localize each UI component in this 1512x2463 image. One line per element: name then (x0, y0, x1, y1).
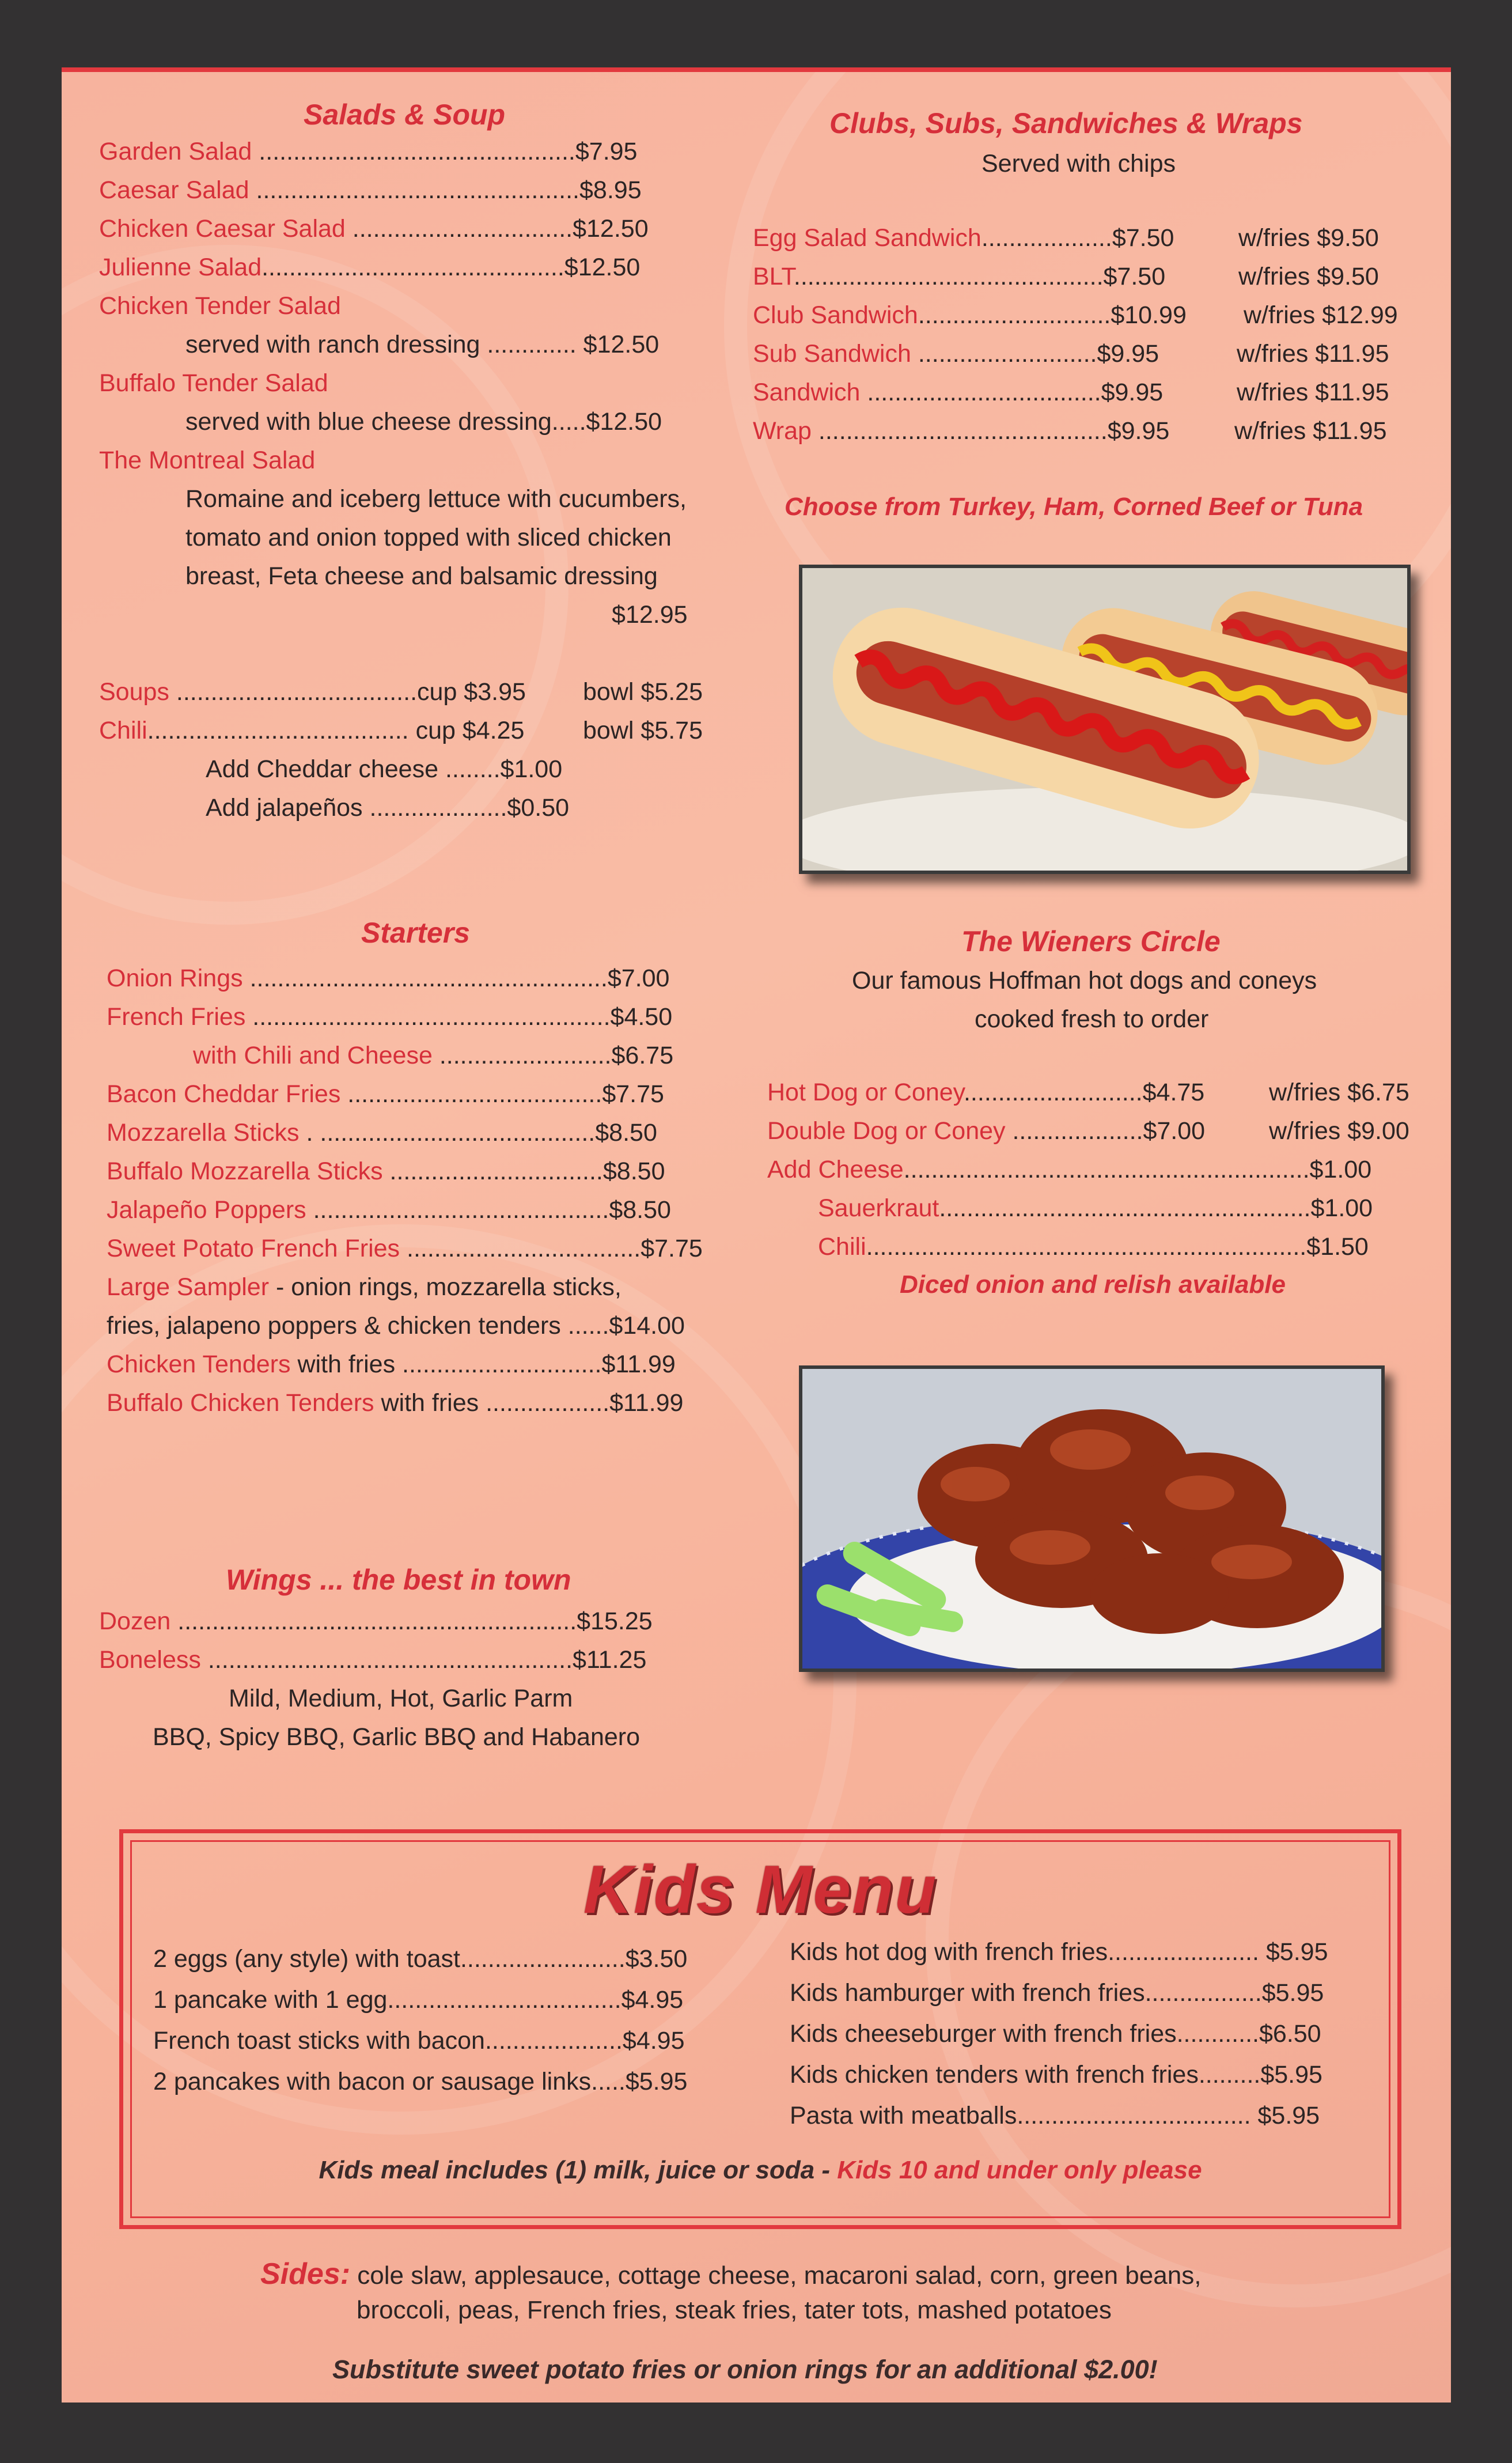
clubs-heading: Clubs, Subs, Sandwiches & Wraps (829, 107, 1303, 139)
menu-item-price: bowl $5.25 (583, 678, 703, 706)
menu-item: Egg Salad Sandwich...................$7.50 (753, 224, 1174, 252)
menu-item-desc: Romaine and iceberg lettuce with cucumbers, (185, 485, 687, 513)
menu-item: Caesar Salad ...............................................$8.95 (99, 176, 642, 204)
menu-item-fries: w/fries $11.95 (1237, 340, 1389, 368)
wings-photo (799, 1365, 1385, 1672)
menu-item: Jalapeño Poppers ...........................................$8.50 (107, 1196, 671, 1224)
kids-item: Pasta with meatballs.................................. $5.95 (790, 2102, 1320, 2129)
menu-item-fries: w/fries $6.75 (1269, 1079, 1409, 1106)
kids-footer: Kids meal includes (1) milk, juice or soda - Kids 10 and under only please (319, 2156, 1202, 2184)
wings-flavors: Mild, Medium, Hot, Garlic Parm (229, 1685, 573, 1712)
menu-item-price: bowl $5.75 (583, 717, 703, 744)
menu-item-price: $12.95 (612, 601, 688, 629)
menu-item-name: Chicken Tender Salad (99, 292, 341, 320)
menu-item: Club Sandwich............................$10.99 (753, 301, 1187, 329)
sides-line: broccoli, peas, French fries, steak fries, tater tots, mashed potatoes (357, 2296, 1112, 2324)
menu-item-fries: w/fries $9.50 (1238, 224, 1379, 252)
menu-item: Hot Dog or Coney..........................$4.75 (767, 1079, 1205, 1106)
menu-item-fries: w/fries $11.95 (1237, 379, 1389, 406)
menu-item: Large Sampler - onion rings, mozzarella sticks, (107, 1273, 622, 1301)
wieners-heading: The Wieners Circle (961, 925, 1221, 958)
menu-item: Soups ...................................cup $3.95 (99, 678, 526, 706)
menu-item: Mozzarella Sticks . ........................................$8.50 (107, 1119, 657, 1147)
menu-item-desc: tomato and onion topped with sliced chicken (185, 524, 672, 551)
menu-item-fries: w/fries $9.50 (1238, 263, 1379, 290)
clubs-note: Choose from Turkey, Ham, Corned Beef or Tuna (785, 493, 1363, 521)
kids-menu-title: Kids Menu (583, 1852, 938, 1928)
kids-item: Kids hot dog with french fries...................... $5.95 (790, 1938, 1328, 1966)
kids-item: French toast sticks with bacon....................$4.95 (153, 2027, 685, 2055)
kids-menu-box (119, 1829, 1401, 2229)
menu-item: Sub Sandwich ..........................$9.95 (753, 340, 1159, 368)
menu-item: with Chili and Cheese .........................$6.75 (193, 1042, 674, 1069)
menu-item-fries: w/fries $11.95 (1234, 417, 1387, 445)
menu-item-desc: breast, Feta cheese and balsamic dressing (185, 562, 658, 590)
wieners-desc: cooked fresh to order (975, 1005, 1209, 1033)
wieners-note: Diced onion and relish available (900, 1270, 1286, 1299)
menu-item-fries: w/fries $9.00 (1269, 1117, 1409, 1145)
wings-heading: Wings ... the best in town (226, 1564, 571, 1596)
kids-item: Kids hamburger with french fries.................$5.95 (790, 1979, 1324, 2007)
clubs-subtitle: Served with chips (982, 150, 1176, 177)
menu-item: Wrap ..........................................$9.95 (753, 417, 1170, 445)
menu-item: Bacon Cheddar Fries .....................................$7.75 (107, 1080, 664, 1108)
menu-addon: Add jalapeños ....................$0.50 (206, 794, 570, 822)
kids-item: Kids chicken tenders with french fries.........$5.95 (790, 2061, 1322, 2089)
kids-item: 2 eggs (any style) with toast........................$3.50 (153, 1945, 688, 1973)
menu-item: Onion Rings ....................................................$7.00 (107, 964, 670, 992)
menu-item: Double Dog or Coney ...................$7.00 (767, 1117, 1206, 1145)
sides-line: Sides: cole slaw, applesauce, cottage cheese, macaroni salad, corn, green beans, (260, 2257, 1202, 2291)
menu-item-name: The Montreal Salad (99, 447, 316, 474)
starters-heading: Starters (361, 917, 470, 949)
menu-item: Chili...................................... cup $4.25 (99, 717, 525, 744)
hot-dogs-photo (799, 565, 1411, 874)
kids-item: 1 pancake with 1 egg..................................$4.95 (153, 1986, 684, 2014)
menu-item: Buffalo Mozzarella Sticks ...............................$8.50 (107, 1157, 665, 1185)
menu-item: Dozen ..........................................................$15.25 (99, 1607, 653, 1635)
menu-item: Add Cheese...........................................................$1.00 (767, 1156, 1372, 1183)
substitute-note: Substitute sweet potato fries or onion rings for an additional $2.00! (332, 2355, 1158, 2384)
menu-item: Sandwich ..................................$9.95 (753, 379, 1164, 406)
menu-item: Buffalo Chicken Tenders with fries ..................$11.99 (107, 1389, 684, 1417)
menu-item: Chili................................................................$1.50 (818, 1233, 1369, 1261)
kids-item: 2 pancakes with bacon or sausage links.....$5.95 (153, 2068, 688, 2095)
menu-item: Julienne Salad............................................$12.50 (99, 254, 641, 281)
menu-page (62, 67, 1451, 2403)
menu-item-desc: served with blue cheese dressing.....$12.50 (185, 408, 662, 436)
menu-item: French Fries ....................................................$4.50 (107, 1003, 673, 1031)
menu-item: Chicken Tenders with fries .............................$11.99 (107, 1350, 676, 1378)
menu-item: Sweet Potato French Fries ..................................$7.75 (107, 1235, 703, 1262)
menu-item: Boneless .....................................................$11.25 (99, 1646, 647, 1674)
menu-item-fries: w/fries $12.99 (1244, 301, 1398, 329)
menu-item-desc: fries, jalapeno poppers & chicken tenders ......$14.00 (107, 1312, 685, 1340)
menu-addon: Add Cheddar cheese ........$1.00 (206, 755, 563, 783)
salads-heading: Salads & Soup (304, 99, 506, 131)
kids-item: Kids cheeseburger with french fries............$6.50 (790, 2020, 1321, 2048)
menu-item: Chicken Caesar Salad ................................$12.50 (99, 215, 649, 243)
menu-item: BLT.............................................$7.50 (753, 263, 1166, 290)
menu-item-name: Buffalo Tender Salad (99, 369, 328, 397)
menu-item: Garden Salad ..............................................$7.95 (99, 138, 638, 165)
menu-item-desc: served with ranch dressing ............. $12.50 (185, 331, 660, 358)
wieners-desc: Our famous Hoffman hot dogs and coneys (852, 967, 1317, 994)
wings-flavors: BBQ, Spicy BBQ, Garlic BBQ and Habanero (153, 1723, 641, 1751)
menu-item: Sauerkraut......................................................$1.00 (818, 1194, 1373, 1222)
